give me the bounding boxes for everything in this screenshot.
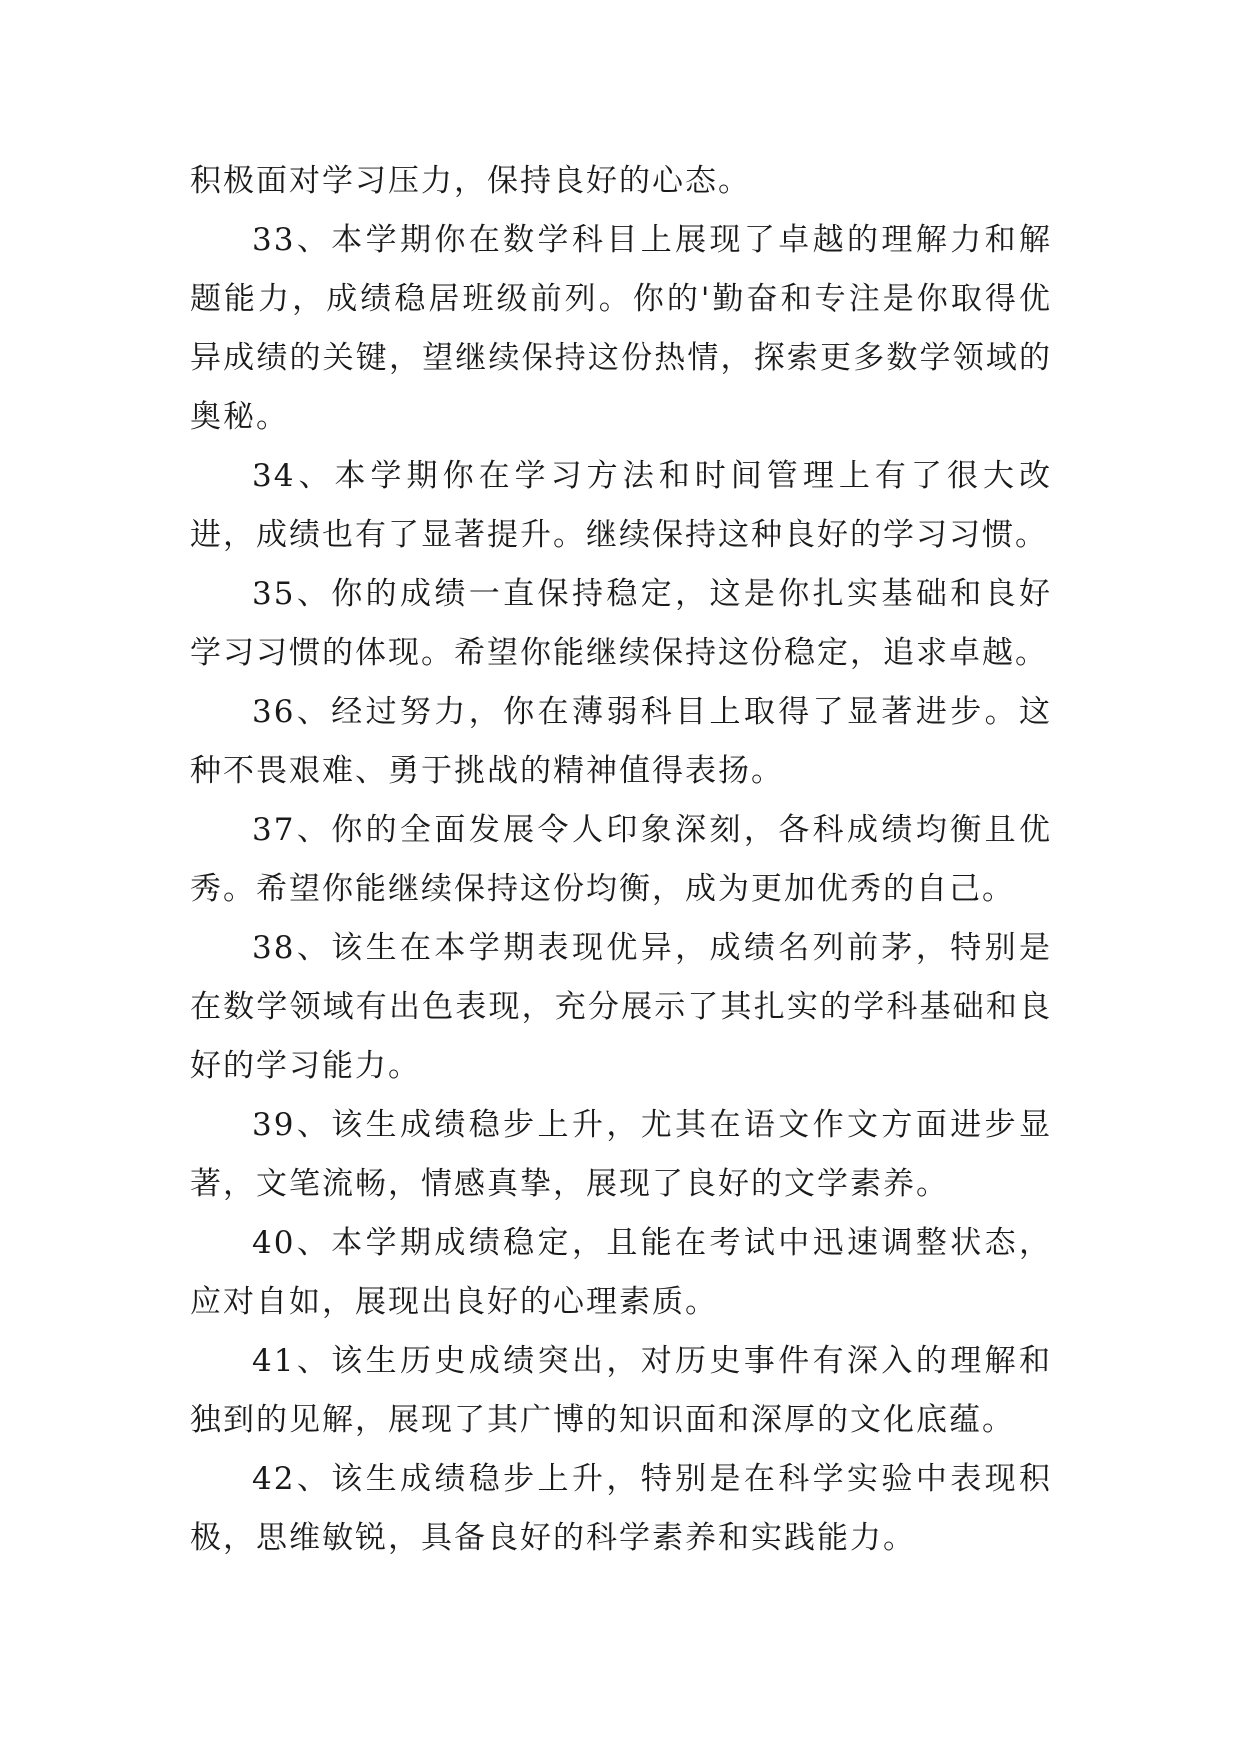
paragraph-38: 38、该生在本学期表现优异，成绩名列前茅，特别是在数学领域有出色表现，充分展示了其扎实的学科基础和良好的学习能力。: [190, 930, 1052, 1084]
paragraph-34: 34、本学期你在学习方法和时间管理上有了很大改进，成绩也有了显著提升。继续保持这种良好的学习习惯。: [190, 458, 1052, 553]
paragraph-39: 39、该生成绩稳步上升，尤其在语文作文方面进步显著，文笔流畅，情感真挚，展现了良好的文学素养。: [190, 1107, 1052, 1202]
paragraph-42: 42、该生成绩稳步上升，特别是在科学实验中表现积极，思维敏锐，具备良好的科学素养和实践能力。: [190, 1461, 1052, 1556]
document-body: [190, 152, 1052, 1568]
paragraph-33: 33、本学期你在数学科目上展现了卓越的理解力和解题能力，成绩稳居班级前列。你的'勤奋和专注是你取得优异成绩的关键，望继续保持这份热情，探索更多数学领域的奥秘。: [190, 222, 1052, 435]
paragraph-37: 37、你的全面发展令人印象深刻，各科成绩均衡且优秀。希望你能继续保持这份均衡，成为更加优秀的自己。: [190, 812, 1052, 907]
paragraph-40: 40、本学期成绩稳定，且能在考试中迅速调整状态，应对自如，展现出良好的心理素质。: [190, 1225, 1052, 1320]
paragraph-continuation: 积极面对学习压力，保持良好的心态。: [190, 163, 751, 199]
paragraph-35: 35、你的成绩一直保持稳定，这是你扎实基础和良好学习习惯的体现。希望你能继续保持这份稳定，追求卓越。: [190, 576, 1052, 671]
paragraph-41: 41、该生历史成绩突出，对历史事件有深入的理解和独到的见解，展现了其广博的知识面和深厚的文化底蕴。: [190, 1343, 1052, 1438]
paragraph-36: 36、经过努力，你在薄弱科目上取得了显著进步。这种不畏艰难、勇于挑战的精神值得表扬。: [190, 694, 1052, 789]
